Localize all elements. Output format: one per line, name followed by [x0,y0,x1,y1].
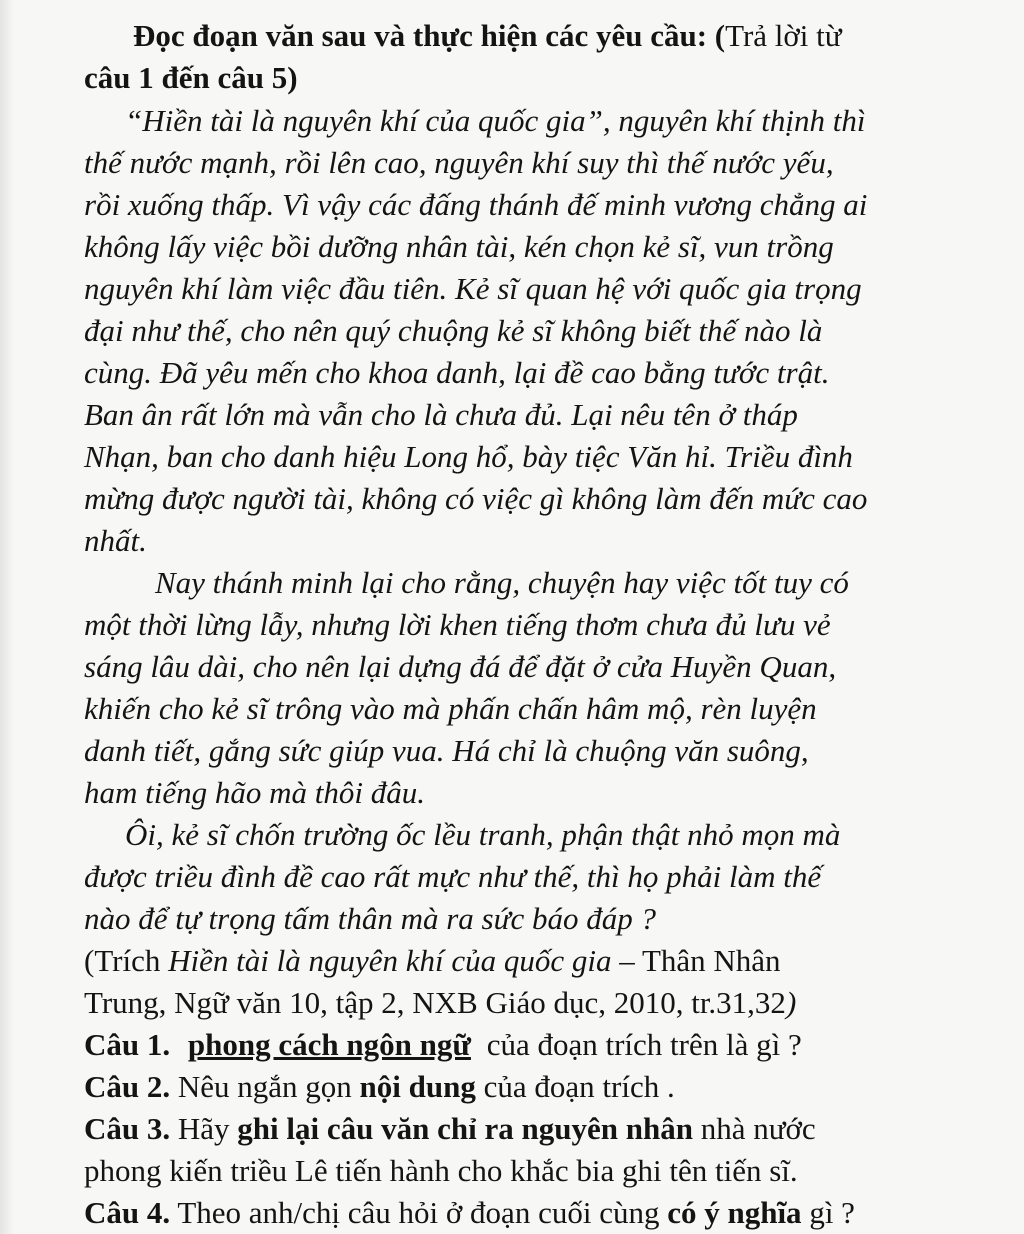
question-1 [0,1024,1024,1066]
para1-line: đại như thế, cho nên quý chuộng kẻ sĩ không biết thế nào là [84,313,823,348]
question-2-pre: Nêu ngắn gọn [177,1069,360,1104]
para1-line: nguyên khí làm việc đầu tiên. Kẻ sĩ quan hệ với quốc gia trọng [84,271,862,306]
question-3 [0,1108,1024,1150]
source-title: Hiền tài là nguyên khí của quốc gia [168,943,612,978]
question-1-rest: của đoạn trích trên là gì ? [486,1027,802,1062]
question-4-key: có ý nghĩa [667,1195,802,1230]
source-line-2 [0,982,1024,1024]
para2-line: danh tiết, gắng sức giúp vua. Há chỉ là chuộng văn suông, [84,733,809,768]
para2-line: ham tiếng hão mà thôi đâu. [84,775,425,810]
instruction-line-2-text: câu 1 đến câu 5) [84,60,298,95]
para2-line: khiến cho kẻ sĩ trông vào mà phấn chấn hâm mộ, rèn luyện [84,691,817,726]
question-3-rest: nhà nước [692,1111,816,1146]
source-close: ) [785,985,797,1020]
source-line-1 [0,940,1024,982]
para1-line: không lấy việc bồi dưỡng nhân tài, kén chọn kẻ sĩ, vun trồng [84,229,834,264]
instruction-line-2 [0,57,1024,99]
question-4-pre: Theo anh/chị câu hỏi ở đoạn cuối cùng [177,1195,668,1230]
para1-line: Nhạn, ban cho danh hiệu Long hổ, bày tiệc Văn hỉ. Triều đình [84,439,853,474]
question-4-label: Câu 4. [84,1195,171,1230]
question-3-label: Câu 3. [84,1111,171,1146]
source-open: (Trích [84,943,169,978]
question-2-rest: của đoạn trích . [475,1069,675,1104]
question-3-line-2 [0,1150,1024,1192]
para1-line: nhất. [84,523,147,558]
instruction-line-1 [0,15,1024,57]
question-1-key: phong cách ngôn ngữ [187,1027,471,1062]
instruction-normal: Trả lời từ [725,18,842,53]
para2-line: một thời lừng lẫy, nhưng lời khen tiếng thơm chưa đủ lưu vẻ [84,607,831,642]
question-2 [0,1066,1024,1108]
question-4 [0,1192,1024,1234]
para2-line: sáng lâu dài, cho nên lại dựng đá để đặt ở cửa Huyền Quan, [84,649,837,684]
para2-line: Nay thánh minh lại cho rằng, chuyện hay việc tốt tuy có [155,565,849,600]
question-3-key: ghi lại câu văn chỉ ra nguyên nhân [237,1111,693,1146]
question-3-pre: Hãy [177,1111,238,1146]
para1-line: rồi xuống thấp. Vì vậy các đấng thánh đế minh vương chẳng ai [84,187,868,222]
para1-line: mừng được người tài, không có việc gì không làm đến mức cao [84,481,868,516]
para1-line: “Hiền tài là nguyên khí của quốc gia”, nguyên khí thịnh thì [125,103,866,138]
source-line-2-text: Trung, Ngữ văn 10, tập 2, NXB Giáo dục, 2010, tr.31,32 [84,985,786,1020]
para3-line: được triều đình đề cao rất mực như thế, thì họ phải làm thế [84,859,822,894]
question-4-rest: gì ? [801,1195,855,1230]
para1-line: cùng. Đã yêu mến cho khoa danh, lại đề cao bằng tước trật. [84,355,830,390]
instruction-bold: Đọc đoạn văn sau và thực hiện các yêu cầu: ( [133,18,726,53]
para1-line: Ban ân rất lớn mà vẫn cho là chưa đủ. Lại nêu tên ở tháp [84,397,798,432]
question-1-label: Câu 1. [84,1027,171,1062]
question-3-line-2-text: phong kiến triều Lê tiến hành cho khắc bia ghi tên tiến sĩ. [84,1153,798,1188]
para3-line: Ôi, kẻ sĩ chốn trường ốc lều tranh, phận thật nhỏ mọn mà [125,817,841,852]
source-author: – Thân Nhân [611,943,781,978]
question-2-key: nội dung [359,1069,476,1104]
question-2-label: Câu 2. [84,1069,171,1104]
para3-line: nào để tự trọng tấm thân mà ra sức báo đáp ? [84,901,657,936]
para1-line: thế nước mạnh, rồi lên cao, nguyên khí suy thì thế nước yếu, [84,145,834,180]
